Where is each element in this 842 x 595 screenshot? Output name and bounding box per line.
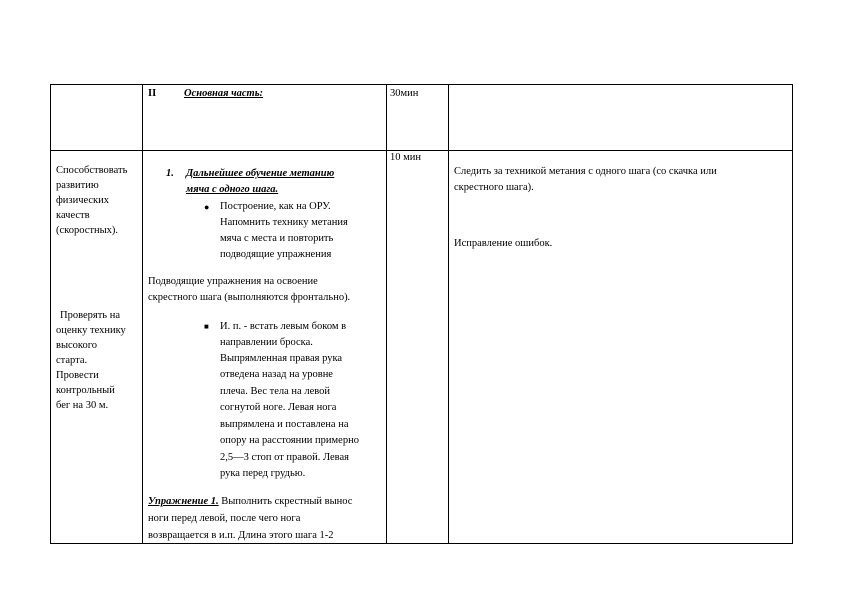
paragraph-line: скрестного шага (выполняются фронтально). xyxy=(148,292,351,303)
check-line: оценку технику xyxy=(56,325,126,336)
goals-line: качеств xyxy=(56,210,90,221)
bullet2-line: И. п. - встать левым боком в xyxy=(220,321,347,332)
check-line: Провести xyxy=(56,370,99,381)
goals-line: (скоростных). xyxy=(56,225,119,236)
bullet2-line: опору на расстоянии примерно xyxy=(220,435,359,446)
exercise-line xyxy=(148,494,352,510)
notes-line: Следить за техникой метания с одного шага (со скачка или xyxy=(454,166,717,177)
check-line: старта. xyxy=(56,355,88,366)
bullet2-line: плеча. Вес тела на левой xyxy=(220,386,330,397)
exercise-label: Упражнение 1. xyxy=(148,496,219,507)
bullet2-line: выпрямлена и поставлена на xyxy=(220,419,349,430)
section-duration: 30мин xyxy=(390,88,419,99)
exercise-line: ноги перед левой, после чего нога xyxy=(148,513,301,524)
section-title: Основная часть: xyxy=(184,88,264,99)
check-line: бег на 30 м. xyxy=(56,400,109,411)
table-column-divider-2 xyxy=(386,84,387,544)
content-duration: 10 мин xyxy=(390,152,422,163)
bullet2-line: Выпрямленная правая рука xyxy=(220,353,343,364)
bullet2-line: рука перед грудью. xyxy=(220,468,306,479)
check-line: контрольный xyxy=(56,385,115,396)
bullet1-line: подводящие упражнения xyxy=(220,249,332,260)
bullet2-line: отведена назад на уровне xyxy=(220,369,333,380)
bullet-icon: ● xyxy=(204,202,210,212)
heading-line: мяча с одного шага. xyxy=(186,184,279,195)
exercise-text: Выполнить скрестный вынос xyxy=(218,496,353,507)
check-line: Проверять на xyxy=(60,310,121,321)
bullet-icon: ■ xyxy=(204,322,209,331)
table-top-border xyxy=(50,84,792,85)
goals-line: развитию xyxy=(56,180,99,191)
bullet1-line: Напомнить технику метания xyxy=(220,217,348,228)
paragraph-line: Подводящие упражнения на освоение xyxy=(148,276,318,287)
notes-line: скрестного шага). xyxy=(454,182,534,193)
table-right-border xyxy=(792,84,793,544)
table-left-border xyxy=(50,84,51,544)
section-number: II xyxy=(148,88,157,99)
exercise-line: возвращается в и.п. Длина этого шага 1-2 xyxy=(148,530,334,541)
list-number: 1. xyxy=(166,168,174,179)
goals-line: физических xyxy=(56,195,110,206)
bullet2-line: 2,5—3 стоп от правой. Левая xyxy=(220,452,349,463)
bullet1-line: Построение, как на ОРУ. xyxy=(220,201,331,212)
heading-line: Дальнейшее обучение метанию xyxy=(186,168,335,179)
bullet2-line: направлении броска. xyxy=(220,337,313,348)
correction-note: Исправление ошибок. xyxy=(454,238,553,249)
check-line: высокого xyxy=(56,340,98,351)
bullet1-line: мяча с места и повторить xyxy=(220,233,334,244)
goals-line: Способствовать xyxy=(56,165,128,176)
bullet2-line: согнутой ноге. Левая нога xyxy=(220,402,337,413)
table-column-divider-1 xyxy=(142,84,143,544)
table-column-divider-3 xyxy=(448,84,449,544)
